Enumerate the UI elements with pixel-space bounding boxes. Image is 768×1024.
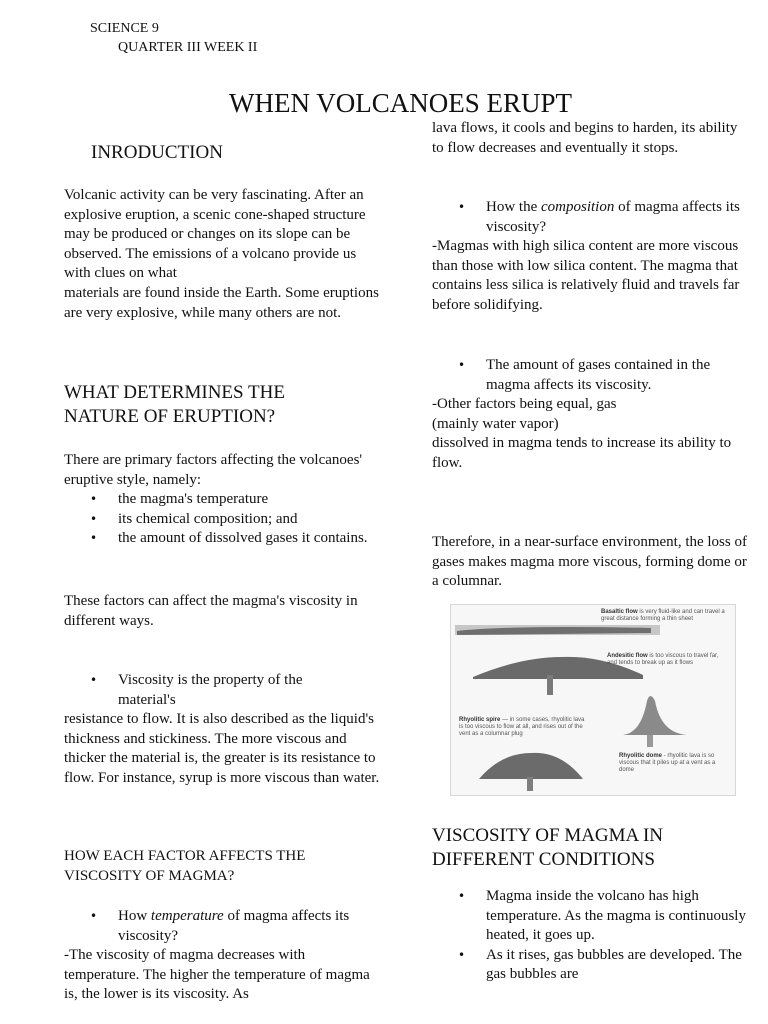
spire-name: Rhyolitic spire [459,717,501,723]
basaltic-desc: is very fluid-like and can travel a great distance forming a thin sheet [601,609,725,622]
viscosity-section [64,671,382,789]
viscosity-list [64,671,382,710]
dome-desc: - rhyolitic lava is so viscous that it piles up at a vent as a dome [619,753,716,773]
list-item: • Magma inside the volcano has high temperature. As the magma is continuously heated, it goes up. [432,887,748,946]
list-item [64,907,382,946]
dome-name: Rhyolitic dome [619,753,663,759]
rhyolitic-spire-shape [623,696,687,735]
andesitic-vent [547,675,553,695]
composition-list [432,198,748,237]
list-item: • the amount of dissolved gases it contains. [64,529,382,549]
determines-heading-line1: WHAT DETERMINES THE [64,382,285,403]
composition-paragraph: -Magmas with high silica content are more viscous than those with low silica content. The magma that contains less silica is relatively fluid and travels far before solidifying. [432,238,740,313]
gas-paragraph-2: dissolved in magma tends to increase its ability to flow. [432,435,732,471]
viscosity-conditions-heading-line2: DIFFERENT CONDITIONS [432,849,655,870]
how-heading-line1: HOW EACH FACTOR AFFECTS THE [64,848,306,864]
temperature-paragraph: -The viscosity of magma decreases with temperature. The higher the temperature of magma is, the lower is its viscosity. As [64,947,370,1003]
determines-heading-line2: NATURE OF ERUPTION? [64,406,276,427]
page-title: WHEN VOLCANOES ERUPT [229,88,572,118]
rhyolitic-dome-shape [479,753,583,779]
factors-after [64,592,382,631]
intro-paragraph-cont: materials are found inside the Earth. Some eruptions are very explosive, while many others are not. [64,284,379,321]
list-item: • The amount of gases contained in the magma affects its viscosity. [432,356,748,395]
gas-section [432,356,748,474]
comp-bullet-post: of magma affects its viscosity? [486,199,740,235]
spire-desc: — in some cases, rhyolitic lava is too viscous to flow at all, and rises out of the vent as a columnar plug [459,717,585,737]
conditions-list [432,887,748,985]
temperature-section [64,907,382,1005]
spire-vent [647,735,653,747]
intro-section [64,186,382,323]
how-heading [64,846,384,886]
quarter-label: QUARTER III WEEK II [118,40,258,55]
how-heading-line2: VISCOSITY OF MAGMA? [64,868,235,884]
therefore-section [432,533,748,592]
list-item: • Viscosity is the property of the material's [64,671,382,710]
spire-label [459,717,587,738]
list-item: • As it rises, gas bubbles are developed. The gas bubbles are [432,946,748,985]
dome-label [619,753,729,774]
andesitic-label [607,653,729,667]
viscosity-conditions-heading-line1: VISCOSITY OF MAGMA IN [432,825,664,846]
factors-list [64,490,382,549]
determines-heading [64,381,384,429]
subject-label: SCIENCE 9 [90,21,159,36]
continuation-paragraph: lava flows, it cools and begins to harden, its ability to flow decreases and eventually it stops. [432,120,738,156]
basaltic-label [601,609,729,623]
gas-list [432,356,748,395]
gas-paragraph-1: -Other factors being equal, gas (mainly water vapor) [432,396,617,432]
right-top-section [432,119,748,158]
composition-section [432,198,748,316]
conditions-section [432,887,748,985]
factors-section [64,451,382,549]
temp-bullet-pre: How [118,908,151,924]
intro-heading: INRODUCTION [91,142,223,163]
dome-vent [527,777,533,791]
basaltic-name: Basaltic flow [601,609,638,615]
therefore-paragraph: Therefore, in a near-surface environment, the loss of gases makes magma more viscous, forming dome or a columnar. [432,534,747,590]
list-item: • the magma's temperature [64,490,382,510]
list-item [432,198,748,237]
viscosity-conditions-heading [432,824,752,872]
andesitic-name: Andesitic flow [607,653,648,659]
factors-after-line2: different ways. [64,612,154,629]
comp-bullet-em: composition [541,199,615,215]
factors-intro: There are primary factors affecting the volcanoes' eruptive style, namely: [64,452,363,488]
intro-paragraph: Volcanic activity can be very fascinating. After an explosive eruption, a scenic cone-shaped structure may be produced or changes on its slope can be observed. The emissions of a volcano provide us with clues on what [64,187,366,282]
comp-bullet-pre: How the [486,199,541,215]
temperature-list [64,907,382,946]
temp-bullet-post: of magma affects its viscosity? [118,908,350,944]
andesitic-desc: is too viscous to travel far, and tends to break up as it flows [607,653,719,666]
factors-after-line1: These factors can affect the magma's viscosity in [64,593,358,609]
list-item: • its chemical composition; and [64,510,382,530]
viscosity-paragraph: resistance to flow. It is also described as the liquid's thickness and stickiness. The more viscous and thicker the material is, the greater is its resistance to flow. For instance, syrup is more viscous than water. [64,711,380,786]
lava-flow-figure [450,604,736,796]
temp-bullet-em: temperature [150,908,224,924]
